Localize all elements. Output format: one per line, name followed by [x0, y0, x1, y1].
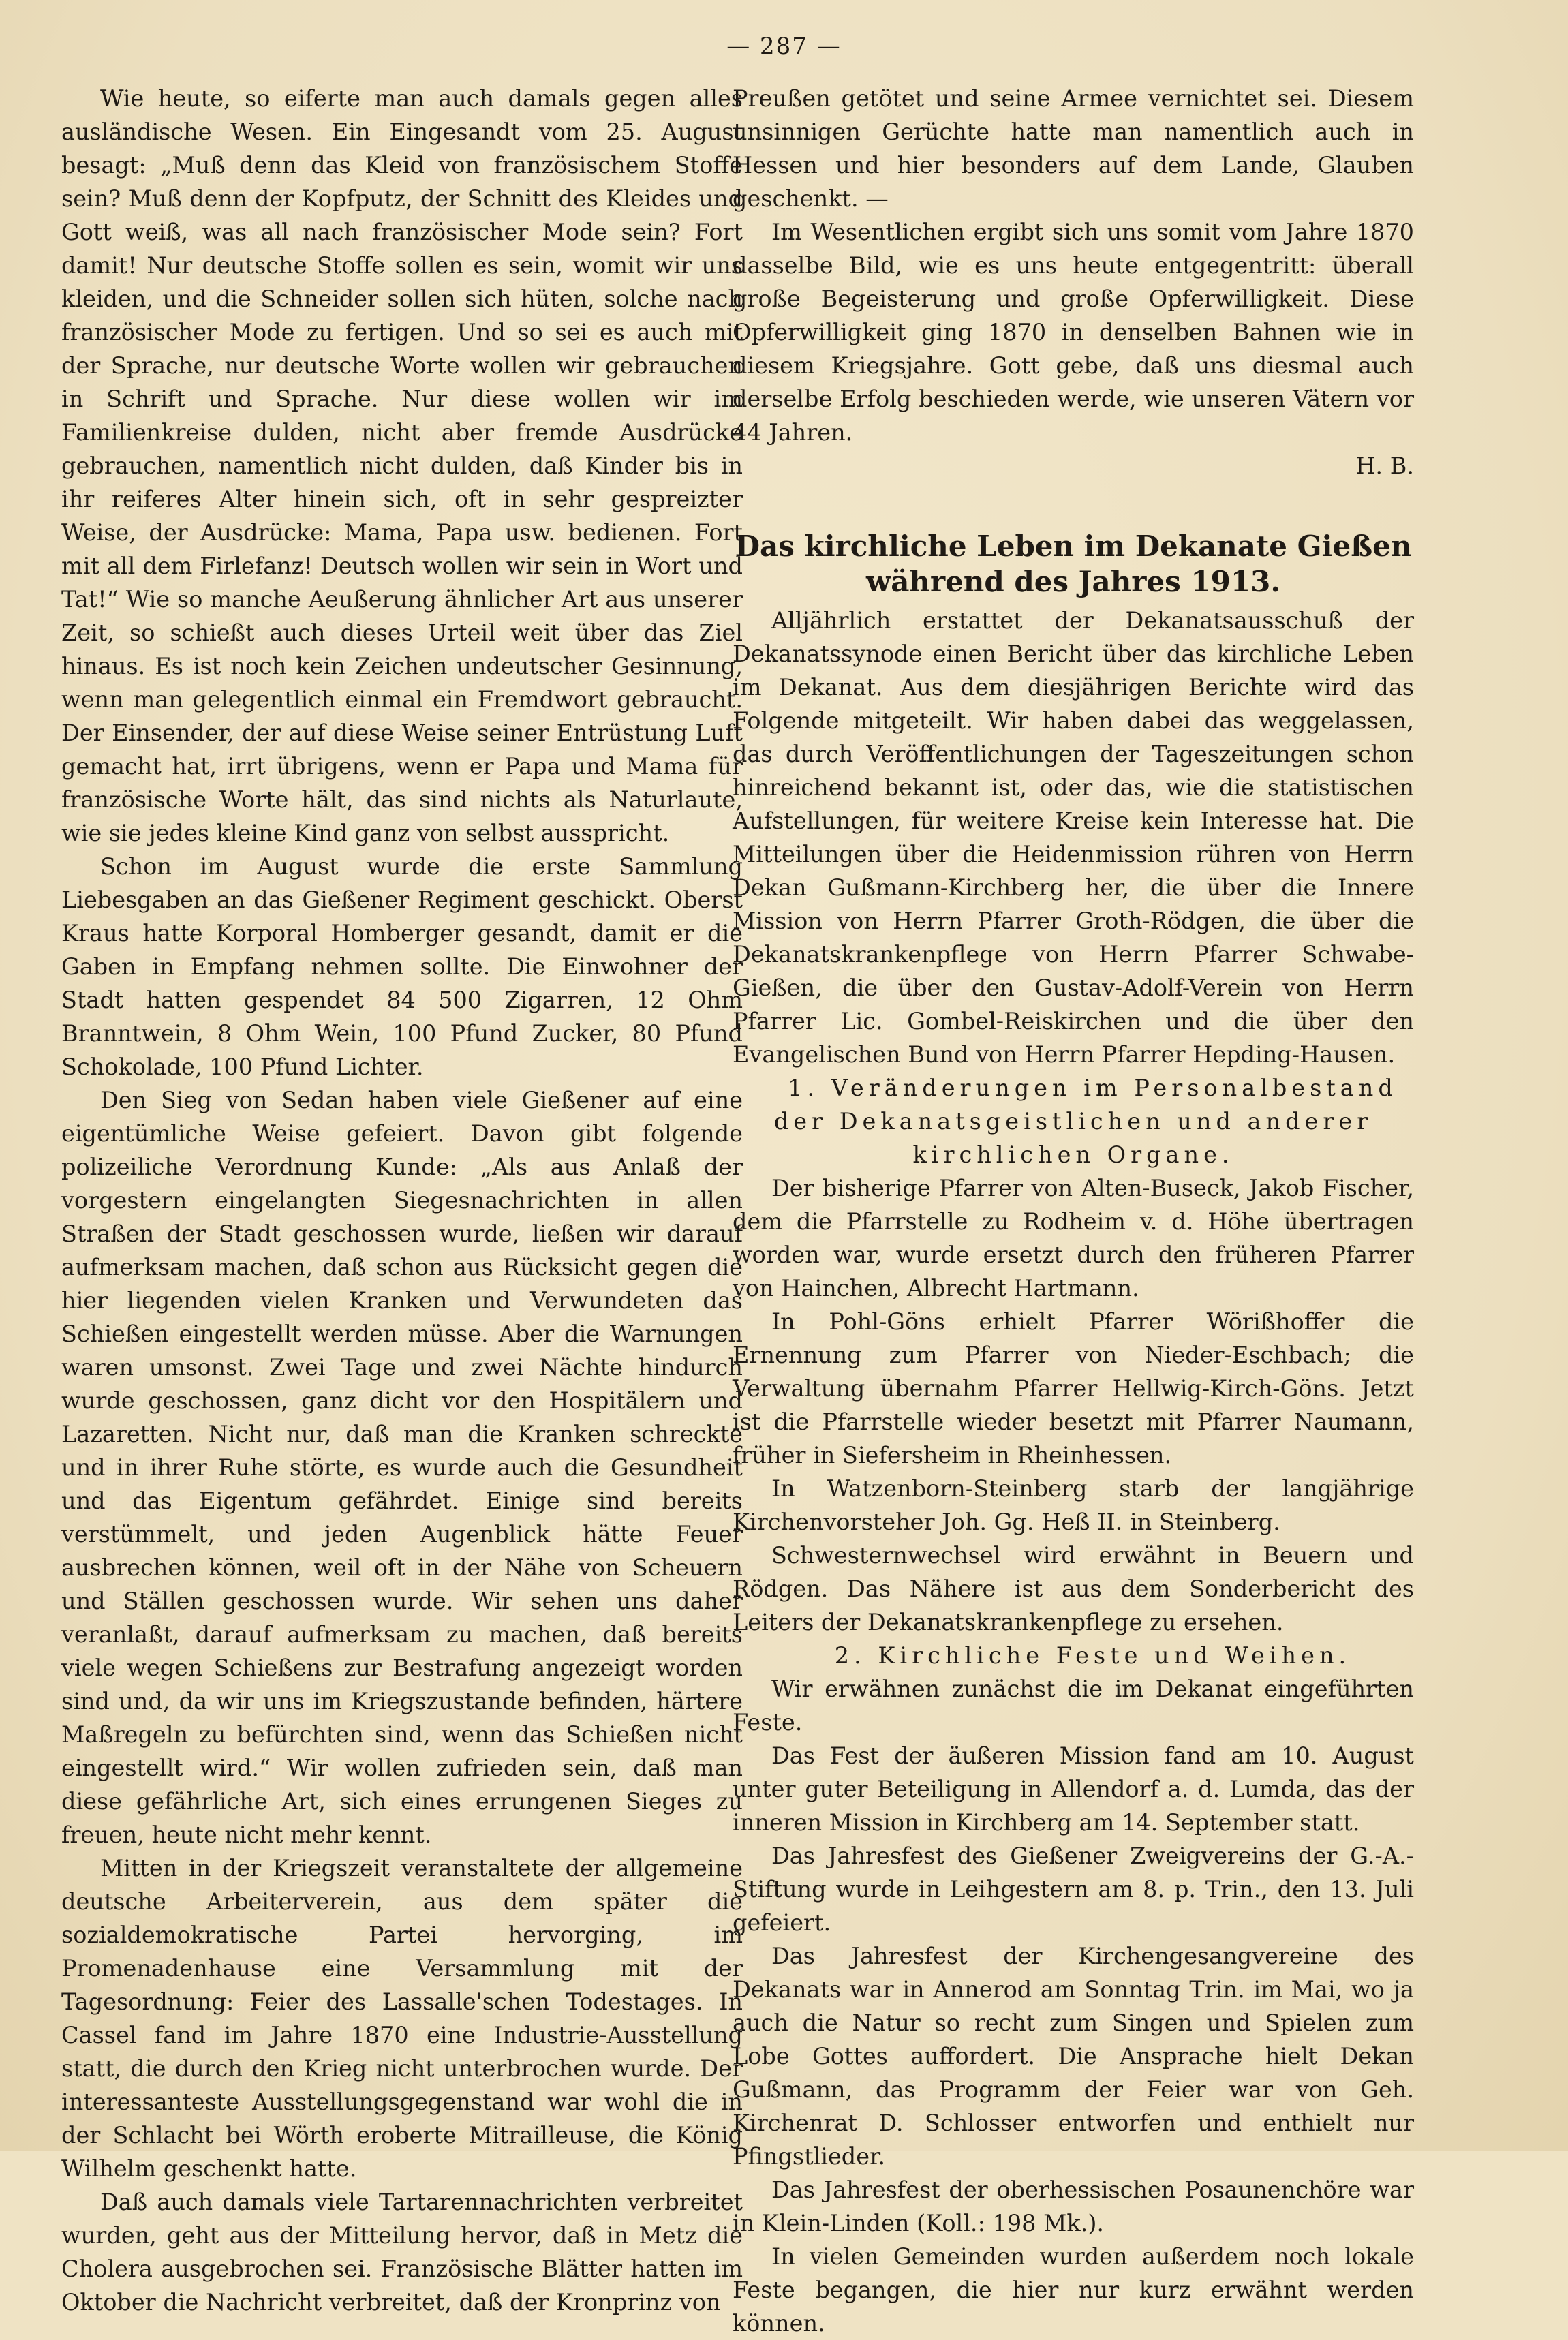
- paragraph: In vielen Gemeinden wurden außerdem noch lokale Feste begangen, die hier nur kurz erwähnt werden können.: [733, 2243, 1414, 2337]
- paragraph: Das Fest der äußeren Mission fand am 10. August unter guter Beteiligung in Allendorf a. d. Lumda, das der inneren Mission in Kirchberg am 14. September statt.: [733, 1742, 1414, 1836]
- paragraph: Schon im August wurde die erste Sammlung Liebesgaben an das Gießener Regiment geschickt. Oberst Kraus hatte Korporal Homberger gesandt, damit er die Gaben in Empfang nehmen sollte. Die Einwohner der Stadt hatten gespendet 84 500 Zigarren, 12 Ohm Branntwein, 8 Ohm Wein, 100 Pfund Zucker, 80 Pfund Schokolade, 100 Pfund Lichter.: [61, 853, 743, 1080]
- paragraph: Wie heute, so eiferte man auch damals gegen alles ausländische Wesen. Ein Eingesandt vom 25. August besagt: „Muß denn das Kleid von französischem Stoffe sein? Muß denn der Kopfputz, der Schnitt des Kleides und Gott weiß, was all nach französischer Mode sein? Fort damit! Nur deutsche Stoffe sollen es sein, womit wir uns kleiden, und die Schneider sollen sich hüten, solche nach französischer Mode zu fertigen. Und so sei es auch mit der Sprache, nur deutsche Worte wollen wir gebrauchen in Schrift und Sprache. Nur diese wollen wir im Familienkreise dulden, nicht aber fremde Ausdrücke gebrauchen, namentlich nicht dulden, daß Kinder bis in ihr reiferes Alter hinein sich, oft in sehr gespreizter Weise, der Ausdrücke: Mama, Papa usw. bedienen. Fort mit all dem Firlefanz! Deutsch wollen wir sein in Wort und Tat!“ Wie so manche Aeußerung ähnlicher Art aus unserer Zeit, so schießt auch dieses Urteil weit über das Ziel hinaus. Es ist noch kein Zeichen undeutscher Gesinnung, wenn man gelegentlich einmal ein Fremdwort gebraucht. Der Einsender, der auf diese Weise seiner Entrüstung Luft gemacht hat, irrt übrigens, wenn er Papa und Mama für französische Worte hält, das sind nichts als Naturlaute, wie sie jedes kleine Kind ganz von selbst ausspricht.: [61, 85, 743, 846]
- paragraph: Mitten in der Kriegszeit veranstaltete der allgemeine deutsche Arbeiterverein, aus dem später die sozialdemokratische Partei hervorging, im Promenadenhause eine Versammlung mit der Tagesordnung: Feier des Lassalle'schen Todestages. In Cassel fand im Jahre 1870 eine Industrie-Ausstellung statt, die durch den Krieg nicht unterbrochen wurde. Der interessanteste Ausstellungsgegenstand war wohl die in der Schlacht bei Wörth eroberte Mitrailleuse, die König Wilhelm geschenkt hatte.: [61, 1855, 743, 2182]
- page-number: — 287 —: [726, 33, 842, 60]
- section-title: 1. Veränderungen im Personalbestand der Dekanatsgeistlichen und anderer kirchlichen Organe.: [773, 1075, 1398, 1168]
- paragraph: Schwesternwechsel wird erwähnt in Beuern und Rödgen. Das Nähere ist aus dem Sonderbericht des Leiters der Dekanatskrankenpflege zu ersehen.: [733, 1542, 1414, 1635]
- author-signature: H. B.: [1355, 452, 1414, 479]
- paragraph: Daß auch damals viele Tartarennachrichten verbreitet wurden, geht aus der Mitteilung hervor, daß in Metz die Cholera ausgebrochen sei. Französische Blätter hatten im Oktober die Nachricht verbreitet, daß der Kronprinz von: [61, 2189, 743, 2315]
- right-column: [733, 82, 1414, 2340]
- paragraph: Das Jahresfest der oberhessischen Posaunenchöre war in Klein-Linden (Koll.: 198 Mk.).: [733, 2176, 1414, 2236]
- paragraph: Wir erwähnen zunächst die im Dekanat eingeführten Feste.: [733, 1676, 1414, 1736]
- paragraph: Den Sieg von Sedan haben viele Gießener auf eine eigentümliche Weise gefeiert. Davon gibt folgende polizeiliche Verordnung Kunde: „Als aus Anlaß der vorgestern eingelangten Siegesnachrichten in allen Straßen der Stadt geschossen wurde, ließen wir darauf aufmerksam machen, daß schon aus Rücksicht gegen die hier liegenden vielen Kranken und Verwundeten das Schießen eingestellt werden müsse. Aber die Warnungen waren umsonst. Zwei Tage und zwei Nächte hindurch wurde geschossen, ganz dicht vor den Hospitälern und Lazaretten. Nicht nur, daß man die Kranken schreckte und in ihrer Ruhe störte, es wurde auch die Gesundheit und das Eigentum gefährdet. Einige sind bereits verstümmelt, und jeden Augenblick hätte Feuer ausbrechen können, weil oft in der Nähe von Scheuern und Ställen geschossen wurde. Wir sehen uns daher veranlaßt, darauf aufmerksam zu machen, daß bereits viele wegen Schießens zur Bestrafung angezeigt worden sind und, da wir uns im Kriegszustande befinden, härtere Maßregeln zu befürchten sind, wenn das Schießen nicht eingestellt wird.“ Wir wollen zufrieden sein, daß man diese gefährliche Art, sich eines errungenen Sieges zu freuen, heute nicht mehr kennt.: [61, 1087, 743, 1848]
- paragraph: Alljährlich erstattet der Dekanatsausschuß der Dekanatssynode einen Bericht über das kirchliche Leben im Dekanat. Aus dem diesjährigen Berichte wird das Folgende mitgeteilt. Wir haben dabei das weggelassen, das durch Veröffentlichungen der Tageszeitungen schon hinreichend bekannt ist, oder das, wie die statistischen Aufstellungen, für weitere Kreise kein Interesse hat. Die Mitteilungen über die Heidenmission rühren von Herrn Dekan Gußmann-Kirchberg her, die über die Innere Mission von Herrn Pfarrer Groth-Rödgen, die über die Dekanatskrankenpflege von Herrn Pfarrer Schwabe-Gießen, die über den Gustav-Adolf-Verein von Herrn Pfarrer Lic. Gombel-Reiskirchen und die über den Evangelischen Bund von Herrn Pfarrer Hepding-Hausen.: [733, 607, 1414, 1068]
- paragraph: Das Jahresfest der Kirchengesangvereine des Dekanats war in Annerod am Sonntag Trin. im Mai, wo ja auch die Natur so recht zum Singen und Spielen zum Lobe Gottes auffordert. Die Ansprache hielt Dekan Gußmann, das Programm der Feier war von Geh. Kirchenrat D. Schlosser entworfen und enthielt nur Pfingstlieder.: [733, 1943, 1414, 2170]
- paragraph: In Pohl-Göns erhielt Pfarrer Wörißhoffer die Ernennung zum Pfarrer von Nieder-Eschbach; die Verwaltung übernahm Pfarrer Hellwig-Kirch-Göns. Jetzt ist die Pfarrstelle wieder besetzt mit Pfarrer Naumann, früher in Siefersheim in Rheinhessen.: [733, 1308, 1414, 1468]
- paragraph: Das Jahresfest des Gießener Zweigvereins der G.-A.-Stiftung wurde in Leihgestern am 8. p. Trin., den 13. Juli gefeiert.: [733, 1843, 1414, 1936]
- paragraph: Preußen getötet und seine Armee vernichtet sei. Diesem unsinnigen Gerüchte hatte man namentlich auch in Hessen und hier besonders auf dem Lande, Glauben geschenkt. —: [733, 85, 1414, 212]
- left-column: [61, 82, 743, 2319]
- section-title: 2. Kirchliche Feste und Weihen.: [834, 1642, 1351, 1669]
- paragraph: Im Wesentlichen ergibt sich uns somit vom Jahre 1870 dasselbe Bild, wie es uns heute entgegentritt: überall große Begeisterung und große Opferwilligkeit. Diese Opferwilligkeit ging 1870 in denselben Bahnen wie in diesem Kriegsjahre. Gott gebe, daß uns diesmal auch derselbe Erfolg beschieden werde, wie unseren Vätern vor 44 Jahren.: [733, 219, 1414, 446]
- paragraph: In Watzenborn-Steinberg starb der langjährige Kirchenvorsteher Joh. Gg. Heß II. in Steinberg.: [733, 1475, 1414, 1535]
- paragraph: Der bisherige Pfarrer von Alten-Buseck, Jakob Fischer, dem die Pfarrstelle zu Rodheim v. d. Höhe übertragen worden war, wurde ersetzt durch den früheren Pfarrer von Hainchen, Albrecht Hartmann.: [733, 1175, 1414, 1302]
- article-heading: Das kirchliche Leben im Dekanate Gießen während des Jahres 1913.: [735, 529, 1412, 598]
